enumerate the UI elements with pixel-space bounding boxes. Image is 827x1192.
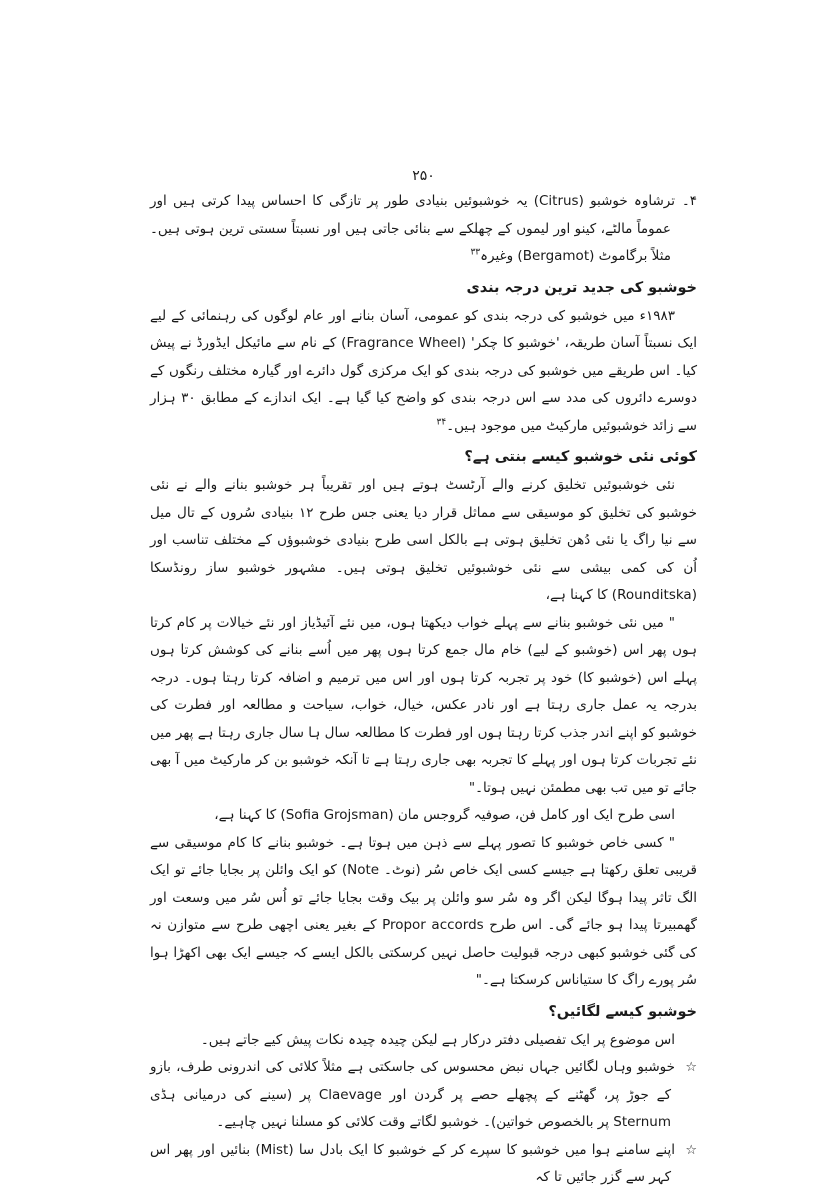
list-item-4 bbox=[150, 188, 697, 271]
section-heading-classification: خوشبو کی جدید ترین درجہ بندی bbox=[466, 279, 697, 296]
bullet-text: خوشبو وہاں لگائیں جہاں نبض محسوس کی جاسکتی ہے مثلاً کلائی کی اندرونی طرف، بازو کے جوڑ پر، گھٹنے کے پچھلے حصے پر گردن اور Claevage پر (سینے کی درمیانی ہڈی Sternum پر بالخصوص خواتین)۔ خوشبو لگاتے وقت کلائی کو مسلنا نہیں چاہیے۔ bbox=[150, 1059, 675, 1130]
quote-rounditska: " میں نئی خوشبو بنانے سے پہلے خواب دیکھتا ہوں، میں نئے آئیڈیاز اور نئے خیالات پر کام کرتا ہوں پھر اس (خوشبو کے لیے) خام مال جمع کرتا ہوں پھر میں اُسے بنانے کی کوشش کرتا ہوں پہلے اس (خوشبو کا) خود پر تجربہ کرتا ہوں اور اس میں ترمیم و اضافہ کرتا رہتا ہوں۔ درجہ بدرجہ یہ عمل جاری رہتا ہے اور نادر عکس، خیال، خواب، سیاحت و مطالعہ اور فطرت کی خوشبو کو اپنے اندر جذب کرتا رہتا ہوں اور فطرت کا مطالعہ سال ہا سال جاری رہتا ہے پھر میں نئے تجربات کرتا ہوں اور پہلے کا تجربہ بھی جاری رہتا ہے تا آنکہ خوشبو بن کر مارکیٹ میں آ بھی جائے تو میں تب بھی مطمئن نہیں ہوتا۔" bbox=[150, 614, 697, 796]
section-heading-how-to-apply: خوشبو کیسے لگائیں؟ bbox=[548, 1003, 697, 1020]
bullet-item bbox=[150, 1054, 697, 1137]
section-heading-new-fragrance: کوئی نئی خوشبو کیسے بنتی ہے؟ bbox=[464, 449, 697, 465]
quote-grojsman: " کسی خاص خوشبو کا تصور پہلے سے ذہن میں ہوتا ہے۔ خوشبو بنانے کا کام موسیقی سے قریبی تعلق رکھتا ہے جیسے کسی ایک خاص سُر (نوٹ۔ Note) کو ایک وائلن پر بجایا جائے تو ایک الگ تاثر پیدا ہوگا لیکن اگر وہ سُر سو وائلن پر بیک وقت بجایا جائے تو اُس سُر میں وسعت اور گھمبیرتا پیدا ہو جائے گی۔ اس طرح Propor accords کے بغیر یعنی اچھی طرح سے متوازن نہ کی گئی خوشبو کبھی درجہ قبولیت حاصل نہیں کرسکتی بالکل ایسے کہ جیسے ایک بھی اکھڑا ہوا سُر پورے راگ کا ستیاناس کرسکتا ہے۔" bbox=[150, 834, 697, 988]
paragraph-tips-intro: اس موضوع پر ایک تفصیلی دفتر درکار ہے لیکن چیدہ چیدہ نکات پیش کیے جاتے ہیں۔ bbox=[200, 1031, 675, 1048]
footnote-ref: ۳۳ bbox=[470, 247, 481, 258]
page-number: ۲۵۰ bbox=[412, 168, 435, 184]
list-number: ۴۔ bbox=[681, 193, 697, 209]
list-item-text: ترشاوہ خوشبو (Citrus) یہ خوشبوئیں بنیادی طور پر تازگی کا احساس پیدا کرتی ہیں اور عموماً مالٹے، کینو اور لیموں کے چھلکے سے بنائی جاتی ہیں اور نسبتاً سستی ترین ہوتی ہیں۔ مثلاً برگاموٹ (Bergamot) وغیرہ bbox=[150, 193, 675, 264]
bullet-text: اپنے سامنے ہوا میں خوشبو کا سپرے کر کے خوشبو کا ایک بادل سا (Mist) بنائیں اور پھر اس کہر سے گزر جائیں تا کہ bbox=[150, 1141, 675, 1185]
bullet-item bbox=[150, 1137, 697, 1192]
footnote-ref: ۳۴ bbox=[436, 417, 447, 427]
star-bullet-icon: ☆ bbox=[685, 1060, 697, 1075]
paragraph-fragrance-wheel bbox=[150, 303, 697, 441]
paragraph-text: ۱۹۸۳ء میں خوشبو کی درجہ بندی کو عمومی، آسان بنانے اور عام لوگوں کی رہنمائی کے لیے ایک نسبتاً آسان طریقہ، 'خوشبو کا چکر' (Fragrance Wheel) کے نام سے مائیکل ایڈورڈ نے پیش کیا۔ اس طریقے میں خوشبو کی درجہ بندی کو ایک مرکزی گول دائرے اور گیارہ مختلف رنگوں کے دوسرے دائروں کی مدد سے اس درجہ بندی کو واضح کیا گیا ہے۔ ایک اندازے کے مطابق ۳۰ ہزار سے زائد خوشبوئیں مارکیٹ میں موجود ہیں۔ bbox=[150, 307, 698, 434]
paragraph-creation: نئی خوشبوئیں تخلیق کرنے والے آرٹسٹ ہوتے ہیں اور تقریباً ہر خوشبو بنانے والے نے نئی خوشبو کی تخلیق کو موسیقی سے مماثل قرار دیا یعنی جس طرح ۱۲ بنیادی سُروں کے تال میل سے نیا راگ یا نئی دُھن تخلیق ہوتی ہے بالکل اسی طرح بنیادی خوشبوؤں کے مختلف تناسب اور اُن کی کمی بیشی سے نئی خوشبوئیں تخلیق ہوتی ہیں۔ مشہور خوشبو ساز رونڈسکا (Rounditska) کا کہنا ہے، bbox=[150, 477, 698, 603]
star-bullet-icon: ☆ bbox=[685, 1142, 697, 1158]
paragraph-grojsman-intro: اسی طرح ایک اور کامل فن، صوفیہ گروجس مان (Sofia Grojsman) کا کہنا ہے، bbox=[214, 807, 675, 823]
